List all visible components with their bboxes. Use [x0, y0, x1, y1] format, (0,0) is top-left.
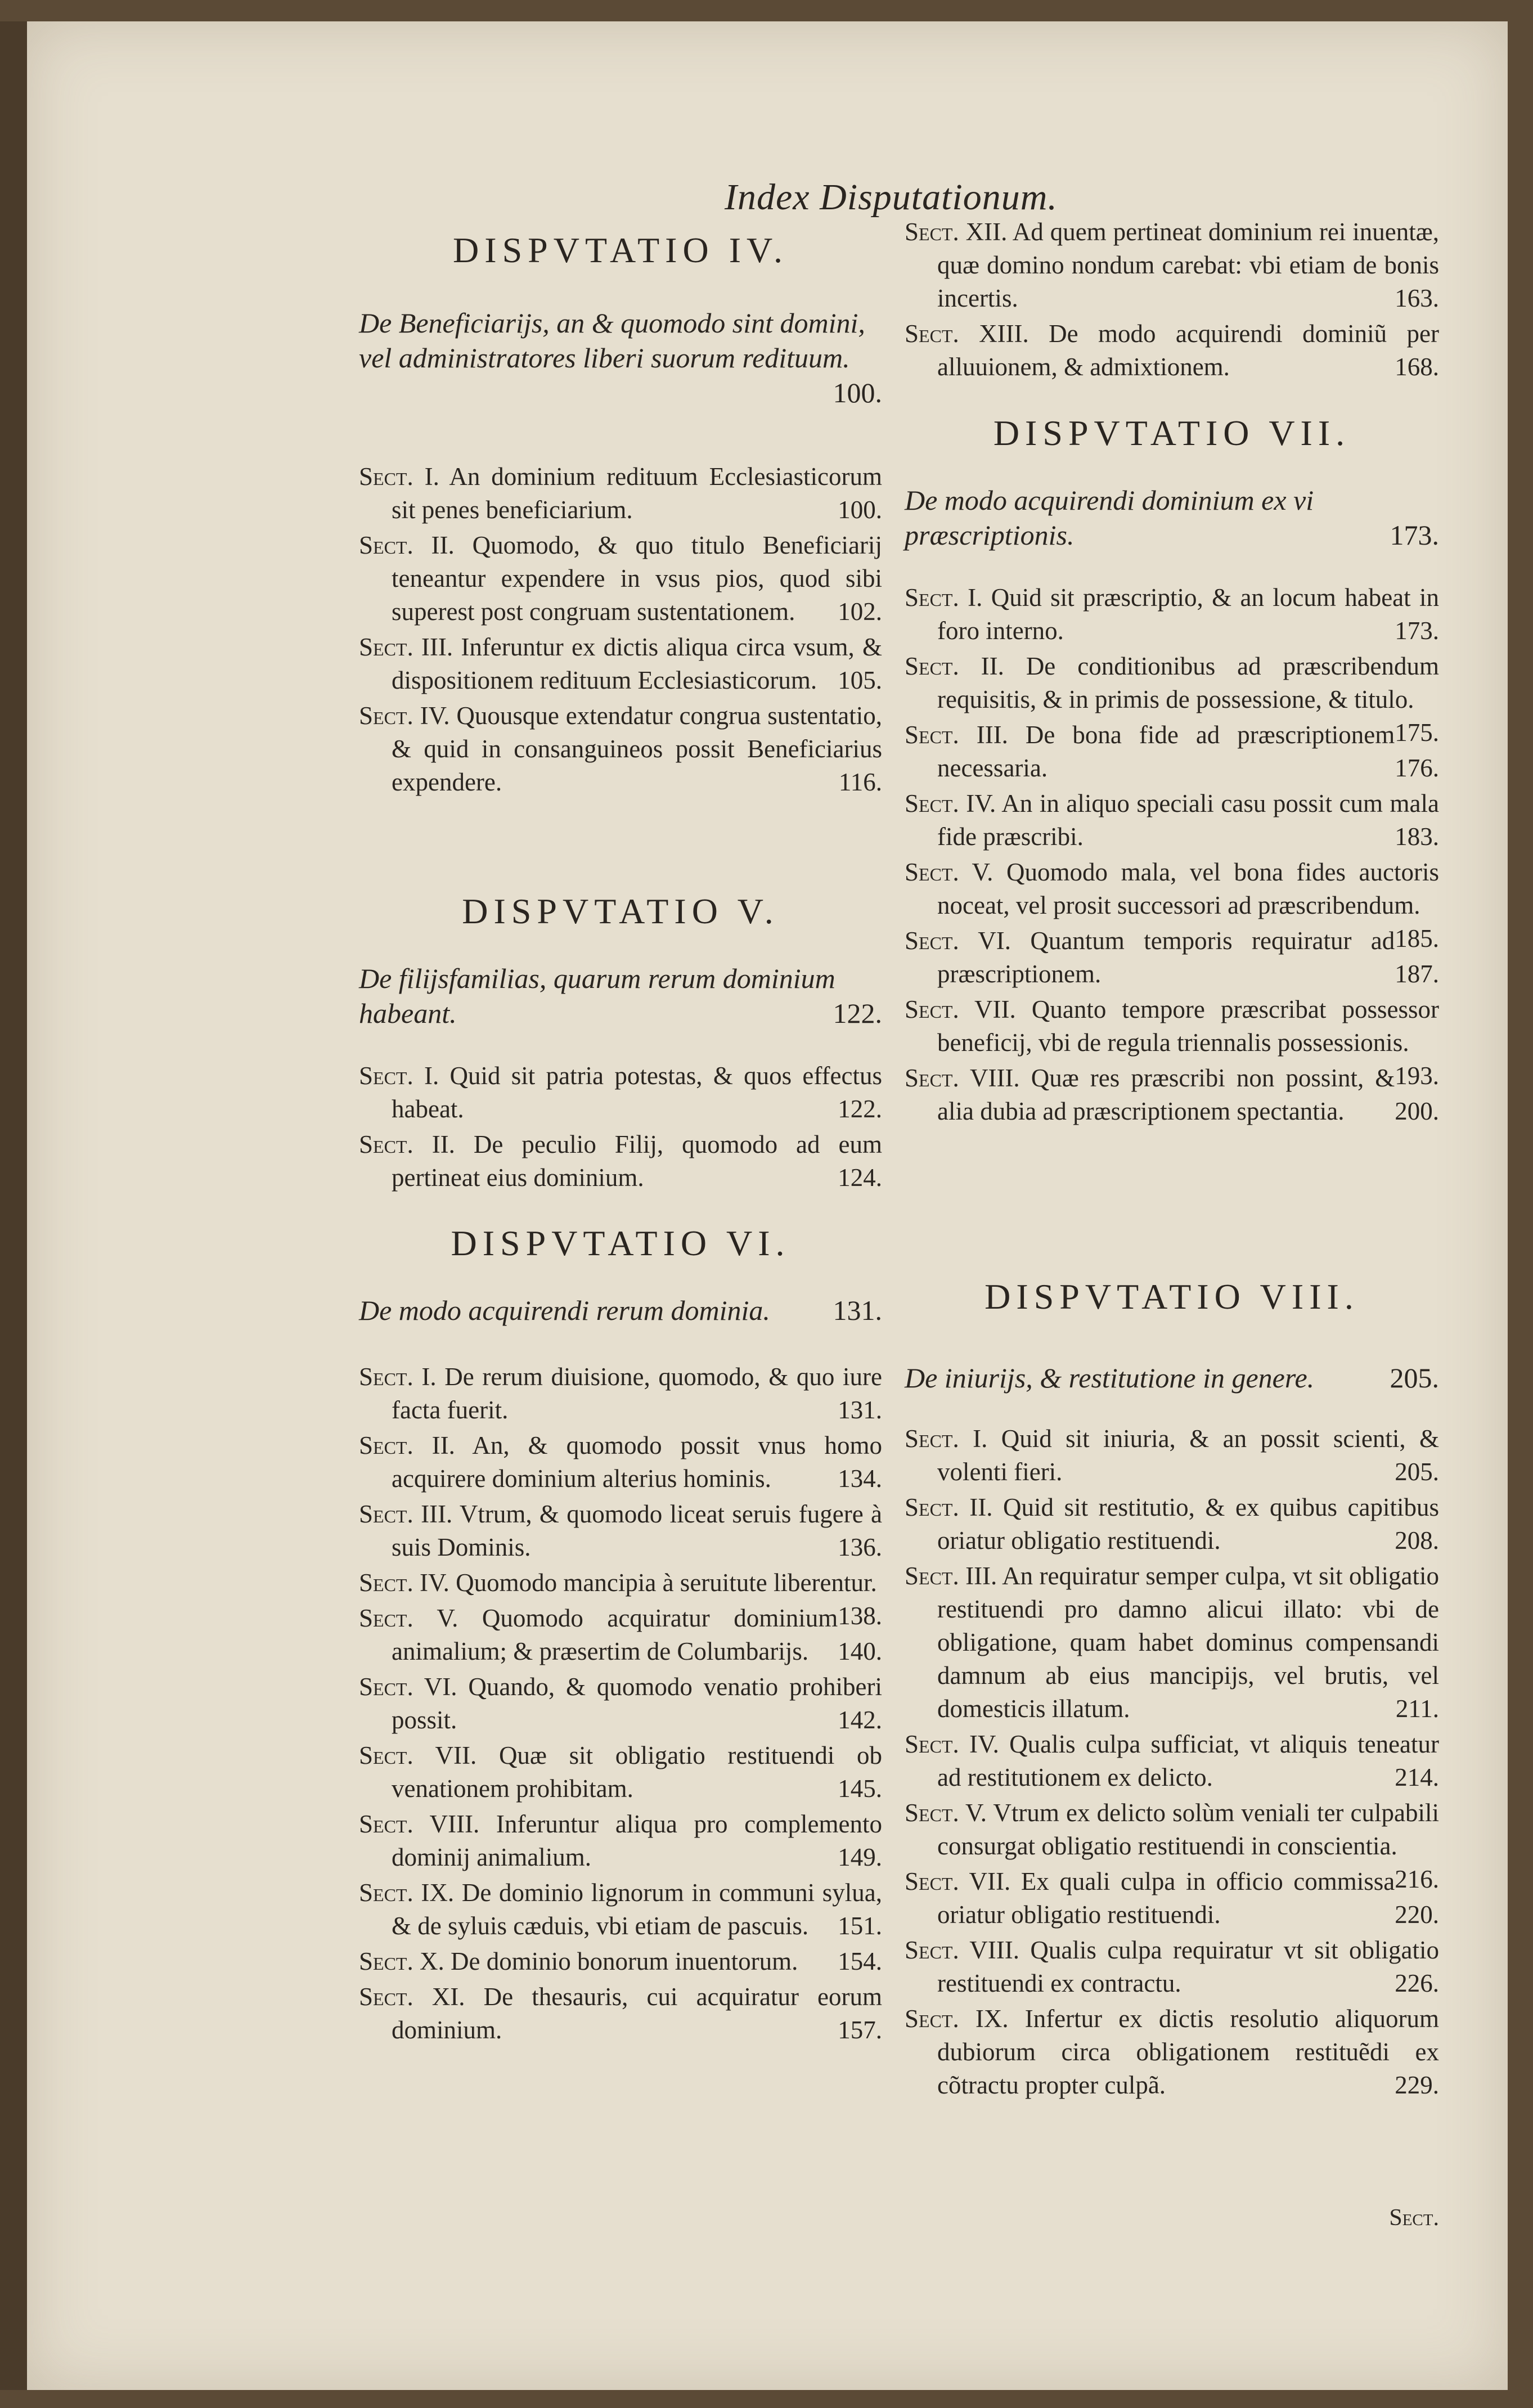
section-entry: Sect. I. An dominium redituum Ecclesiasticorum sit penes beneficiarium. 100.: [359, 462, 882, 524]
section-entry: Sect. I. Quid sit iniuria, & an possit scienti, & volenti fieri. 205.: [905, 1425, 1440, 1486]
section-entry: Sect. VII. Quanto tempore præscribat possessor beneficij, vbi de regula triennalis possessionis. 193.: [905, 995, 1440, 1090]
disputatio-title: DISPVTATIO VIII.: [984, 1277, 1359, 1317]
section-entry: Sect. VIII. Quæ res præscribi non possint, & alia dubia ad præscriptionem spectantia. 200.: [905, 1064, 1439, 1125]
section-entry: Sect. III. Inferuntur ex dictis aliqua circa vsum, & dispositionem redituum Ecclesiasticorum. 105.: [359, 633, 883, 694]
section-entry: Sect. II. De peculio Filij, quomodo ad eum pertineat eius dominium. 124.: [359, 1130, 882, 1192]
subtitle-page: 205.: [1390, 1362, 1439, 1394]
subtitle-text: De modo acquirendi rerum dominia.: [359, 1295, 770, 1326]
subtitle-page: 122.: [833, 998, 882, 1029]
subtitle-text: De modo acquirendi dominium ex vi præscriptionis.: [905, 484, 1314, 551]
disputatio-subtitle: [905, 1360, 1439, 1395]
section-entry: Sect. II. Quomodo, & quo titulo Beneficiarij teneantur expendere in vsus pios, quod sibi superest post congruam sustentationem. 102.: [359, 531, 883, 626]
section-entry: Sect. III. De bona fide ad præscriptionem necessaria. 176.: [905, 721, 1439, 782]
disputatio-subtitle: [359, 961, 882, 1031]
section-entry: Sect. IV. Quousque extendatur congrua sustentatio, & quid in consanguineos possit Beneficiarius expendere. 116.: [359, 702, 882, 796]
section-entry: Sect. III. Vtrum, & quomodo liceat seruis fugere à suis Dominis. 136.: [359, 1500, 883, 1561]
section-list: [905, 581, 1439, 1130]
section-entry: Sect. XIII. De modo acquirendi dominiũ per alluuionem, & admixtionem. 168.: [905, 320, 1439, 381]
disputatio-subtitle: [905, 483, 1439, 552]
subtitle-page: 100.: [833, 377, 882, 408]
subtitle-page: 131.: [833, 1295, 882, 1326]
disputatio-title: DISPVTATIO VI.: [451, 1223, 790, 1263]
section-entry: Sect. XII. Ad quem pertineat dominium rei inuentæ, quæ domino nondum carebat: vbi etiam de bonis incertis. 163.: [905, 218, 1439, 312]
disputatio-title: DISPVTATIO IV.: [453, 230, 788, 270]
subtitle-text: De Beneficiarijs, an & quomodo sint domini, vel administratores liberi suorum redituum.: [359, 307, 865, 374]
section-entry: Sect. III. An requiratur semper culpa, vt sit obligatio restituendi pro damno alicui illato: vbi de obligatione, quam habet dominus compensandi damnum ab eius mancipijs, vel brutis, vel domesticis illatum. 211.: [905, 1562, 1439, 1723]
section-entry: Sect. I. De rerum diuisione, quomodo, & quo iure facta fuerit. 131.: [359, 1363, 883, 1424]
disputatio-subtitle: [359, 1293, 882, 1328]
book-page: [27, 21, 1508, 2390]
disputatio-subtitle: [359, 306, 882, 410]
subtitle-text: De iniurijs, & restitutione in genere.: [905, 1362, 1315, 1394]
section-entry: Sect. XI. De thesauris, cui acquiratur eorum dominium. 157.: [359, 1983, 883, 2044]
section-entry: Sect. V. Quomodo acquiratur dominium animalium; & præsertim de Columbarijs. 140.: [359, 1604, 882, 1665]
section-entry: Sect. VI. Quando, & quomodo venatio prohiberi possit. 142.: [359, 1673, 882, 1734]
section-entry: Sect. II. Quid sit restitutio, & ex quibus capitibus oriatur obligatio restituendi. 208.: [905, 1493, 1439, 1555]
section-entry: Sect. IV. Qualis culpa sufficiat, vt aliquis teneatur ad restitutionem ex delicto. 214.: [905, 1730, 1440, 1791]
section-entry: Sect. VII. Ex quali culpa in officio commissa oriatur obligatio restituendi. 220.: [905, 1867, 1439, 1929]
section-entry: Sect. I. Quid sit patria potestas, & quos effectus habeat. 122.: [359, 1062, 882, 1123]
section-entry: Sect. VIII. Inferuntur aliqua pro complemento dominij animalium. 149.: [359, 1810, 882, 1871]
section-entry: Sect. II. An, & quomodo possit vnus homo acquirere dominium alterius hominis. 134.: [359, 1431, 882, 1493]
section-entry: Sect. II. De conditionibus ad præscribendum requisitis, & in primis de possessione, & titulo. 175.: [905, 652, 1440, 747]
disputatio-title: DISPVTATIO VII.: [993, 413, 1351, 453]
section-entry: Sect. V. Vtrum ex delicto solùm veniali ter culpabili consurgat obligatio restituendi in conscientia. 216.: [905, 1799, 1440, 1893]
section-list: [905, 215, 1439, 386]
catchword: Sect.: [1389, 2205, 1439, 2231]
section-entry: Sect. IV. Quomodo mancipia à seruitute liberentur. 138.: [359, 1569, 882, 1630]
section-entry: Sect. VIII. Qualis culpa requiratur vt sit obligatio restituendi ex contractu. 226.: [905, 1936, 1439, 1997]
section-entry: Sect. VI. Quantum temporis requiratur ad præscriptionem. 187.: [905, 927, 1439, 988]
section-list: [359, 1059, 882, 1197]
disputatio-title: DISPVTATIO V.: [462, 891, 779, 931]
section-entry: Sect. I. Quid sit præscriptio, & an locum habeat in foro interno. 173.: [905, 583, 1440, 645]
section-entry: Sect. VII. Quæ sit obligatio restituendi ob venationem prohibitam. 145.: [359, 1741, 883, 1803]
subtitle-text: De filijsfamilias, quarum rerum dominium habeant.: [359, 963, 835, 1029]
section-list: [359, 460, 882, 801]
section-list: [905, 1422, 1439, 2104]
section-entry: Sect. IV. An in aliquo speciali casu possit cum mala fide præscribi. 183.: [905, 789, 1439, 851]
section-entry: Sect. IX. De dominio lignorum in communi sylua, & de syluis cæduis, vbi etiam de pascuis. 151.: [359, 1879, 882, 1940]
section-entry: Sect. X. De dominio bonorum inuentorum. 154.: [359, 1947, 882, 1975]
section-entry: Sect. IX. Infertur ex dictis resolutio aliquorum dubiorum circa obligationem restituẽdi ex cõtractu propter culpã. 229.: [905, 2005, 1440, 2099]
book-gutter: [0, 21, 27, 2390]
section-list: [359, 1360, 882, 2049]
page-header: Index Disputationum.: [725, 177, 1058, 218]
section-entry: Sect. V. Quomodo mala, vel bona fides auctoris noceat, vel prosit successori ad præscribendum. 185.: [905, 858, 1440, 953]
subtitle-page: 173.: [1390, 519, 1439, 551]
